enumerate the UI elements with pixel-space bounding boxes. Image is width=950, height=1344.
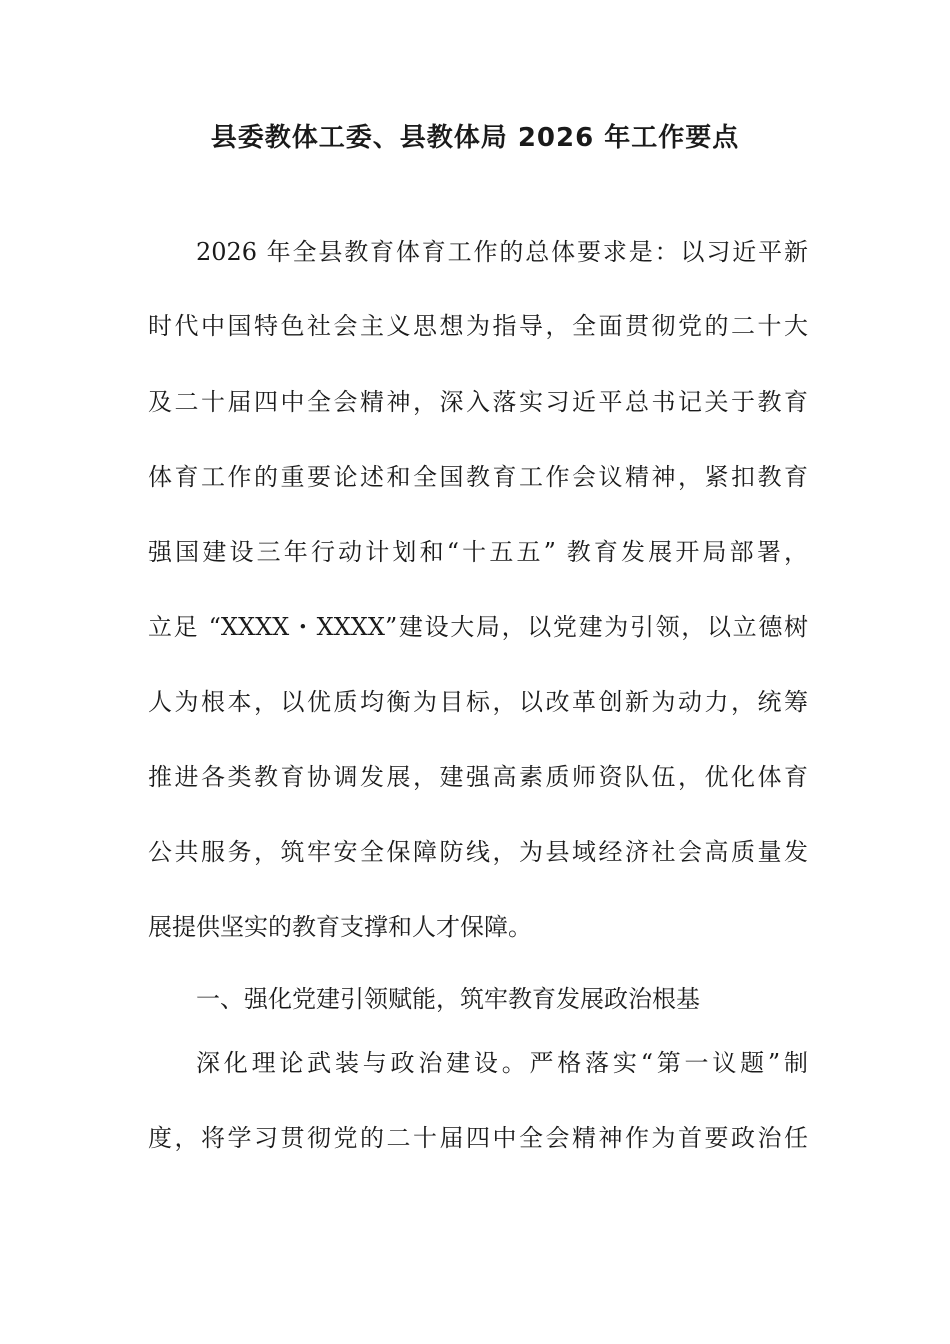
paragraph-1-line-2: 时代中国特色社会主义思想为指导，全面贯彻党的二十大 (148, 312, 808, 340)
paragraph-1-line-5: 强国建设三年行动计划和“十五五” 教育发展开局部署， (148, 538, 808, 566)
paragraph-1-line-10: 展提供坚实的教育支撑和人才保障。 (148, 913, 532, 941)
paragraph-1-line-7: 人为根本，以优质均衡为目标，以改革创新为动力，统筹 (148, 688, 808, 716)
paragraph-1-line-8: 推进各类教育协调发展，建强高素质师资队伍，优化体育 (148, 763, 808, 791)
paragraph-1-line-6: 立足 “XXXX・XXXX”建设大局，以党建为引领，以立德树 (148, 613, 808, 641)
paragraph-1-line-1: 2026 年全县教育体育工作的总体要求是：以习近平新 (196, 238, 808, 266)
paragraph-1-line-3: 及二十届四中全会精神，深入落实习近平总书记关于教育 (148, 388, 808, 416)
paragraph-1-line-9: 公共服务，筑牢安全保障防线，为县域经济社会高质量发 (148, 838, 808, 866)
paragraph-2-line-2: 度，将学习贯彻党的二十届四中全会精神作为首要政治任 (148, 1124, 808, 1152)
document-title: 县委教体工委、县教体局 2026 年工作要点 (210, 123, 740, 153)
paragraph-1-line-4: 体育工作的重要论述和全国教育工作会议精神，紧扣教育 (148, 463, 808, 491)
paragraph-2-line-1: 深化理论武装与政治建设。严格落实“第一议题”制 (196, 1049, 808, 1077)
section-1-heading: 一、强化党建引领赋能，筑牢教育发展政治根基 (196, 985, 700, 1013)
